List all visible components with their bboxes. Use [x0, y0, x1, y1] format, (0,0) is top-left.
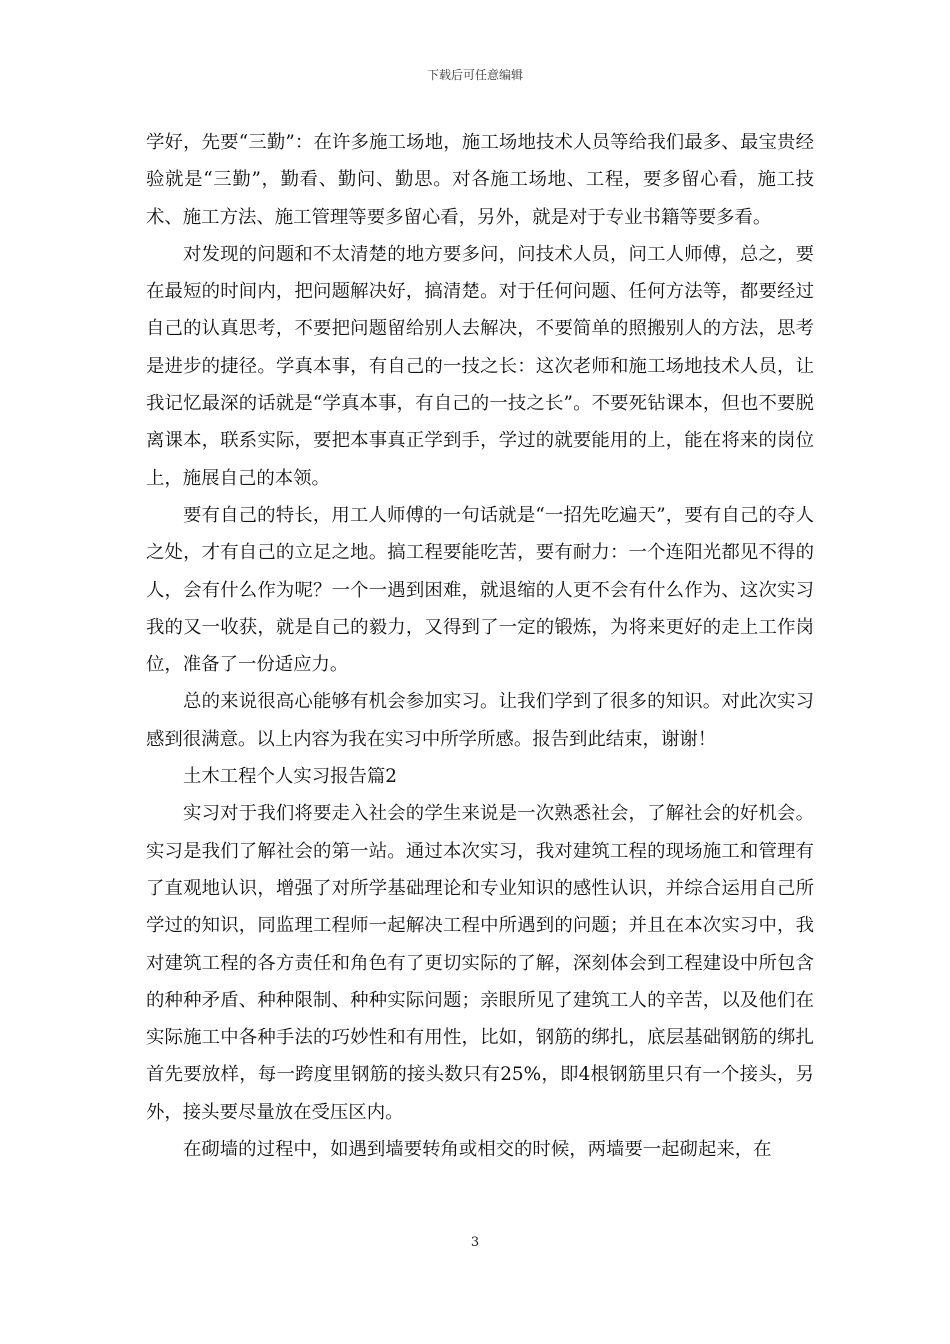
document-body — [146, 124, 814, 1168]
paragraph-3: 要有自己的特长，用工人师傅的一句话就是“一招先吃遍天”，要有自己的夺人之处，才有自己的立足之地。搞工程要能吃苦，要有耐力：一个连阳光都见不得的人，会有什么作为呢？一个一遇到困难，就退缩的人更不会有什么作为、这次实习我的又一收获，就是自己的毅力，又得到了一定的锻炼，为将来更好的走上工作岗位，准备了一份适应力。 — [146, 504, 814, 676]
section-heading: 土木工程个人实习报告篇2 — [183, 766, 397, 788]
paragraph-2: 对发现的问题和不太清楚的地方要多问，问技术人员，问工人师傅，总之，要在最短的时间内，把问题解决好，搞清楚。对于任何问题、任何方法等，都要经过自己的认真思考，不要把问题留给别人去解决，不要简单的照搬别人的方法，思考是进步的捷径。学真本事，有自己的一技之长：这次老师和施工场地技术人员，让我记忆最深的话就是“学真本事，有自己的一技之长”。不要死钻课本，但也不要脱离课本，联系实际，要把本事真正学到手，学过的就要能用的上，能在将来的岗位上，施展自己的本领。 — [146, 243, 814, 489]
page-header: 下载后可任意编辑 — [426, 68, 523, 82]
page-number: 3 — [470, 1235, 480, 1250]
paragraph-4: 总的来说很高心能够有机会参加实习。让我们学到了很多的知识。对此次实习感到很满意。以上内容为我在实习中所学所感。报告到此结束，谢谢！ — [146, 691, 814, 750]
paragraph-1: 学好，先要“三勤”：在许多施工场地，施工场地技术人员等给我们最多、最宝贵经验就是“三勤”，勤看、勤问、勤思。对各施工场地、工程，要多留心看，施工技术、施工方法、施工管理等要多留心看，另外，就是对于专业书籍等要多看。 — [146, 132, 814, 228]
paragraph-6: 在砌墙的过程中，如遇到墙要转角或相交的时候，两墙要一起砌起来，在 — [183, 1139, 772, 1161]
paragraph-5: 实习对于我们将要走入社会的学生来说是一次熟悉社会，了解社会的好机会。实习是我们了解社会的第一站。通过本次实习，我对建筑工程的现场施工和管理有了直观地认识，增强了对所学基础理论和专业知识的感性认识，并综合运用自己所学过的知识，同监理工程师一起解决工程中所遇到的问题；并且在本次实习中，我对建筑工程的各方责任和角色有了更切实际的了解，深刻体会到工程建设中所包含的种种矛盾、种种限制、种种实际问题；亲眼所见了建筑工人的辛苦，以及他们在实际施工中各种手法的巧妙性和有用性，比如，钢筋的绑扎，底层基础钢筋的绑扎首先要放样，每一跨度里钢筋的接头数只有25%，即4根钢筋里只有一个接头，另外，接头要尽量放在受压区内。 — [146, 803, 814, 1123]
